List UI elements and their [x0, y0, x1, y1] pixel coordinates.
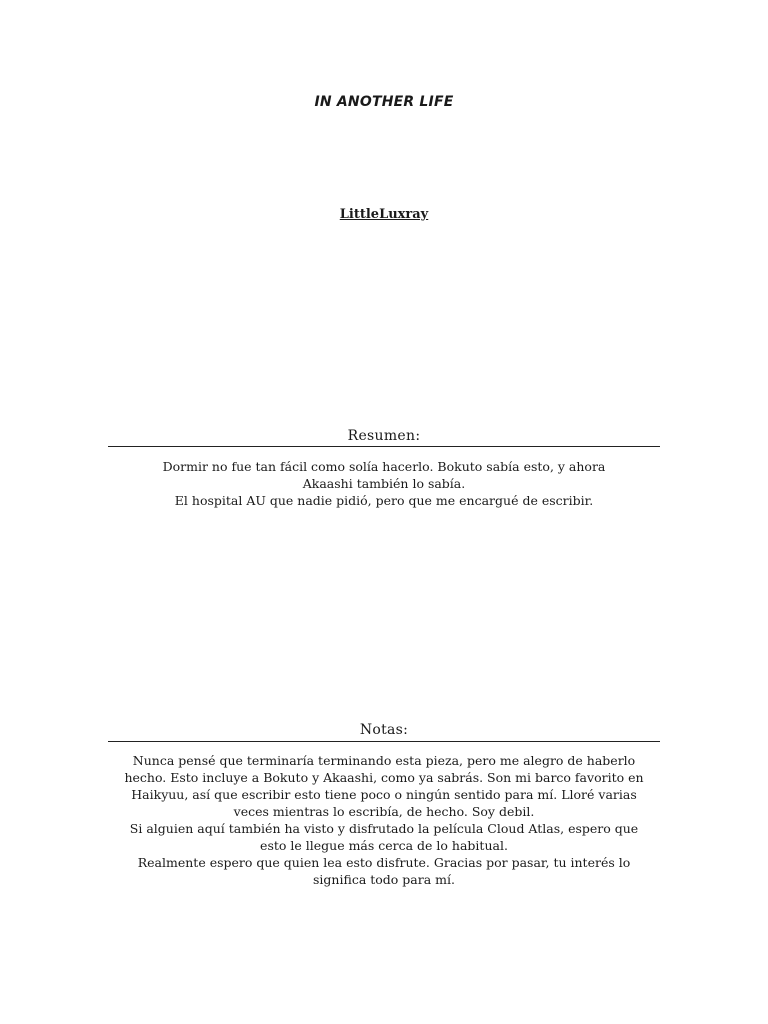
notes-body	[108, 752, 660, 888]
summary-body	[108, 458, 660, 509]
summary-heading: Resumen:	[347, 428, 421, 444]
notes-paragraph: Nunca pensé que terminaría terminando esta pieza, pero me alegro de haberlo hecho. Esto incluye a Bokuto y Akaashi, como ya sabrás. Son mi barco favorito en Haikyuu, así que escribir esto tiene poco o ningún sentido para mí. Lloré varias veces mientras lo escribía, de hecho. Soy debil.	[124, 753, 644, 819]
author-name: LittleLuxray	[339, 207, 429, 222]
summary-divider	[108, 446, 660, 447]
notes-paragraph: Realmente espero que quien lea esto disfrute. Gracias por pasar, tu interés lo significa todo para mí.	[137, 855, 631, 887]
notes-heading: Notas:	[359, 722, 409, 738]
notes-divider	[108, 741, 660, 742]
document-title: IN ANOTHER LIFE	[314, 94, 454, 110]
notes-paragraph: Si alguien aquí también ha visto y disfrutado la película Cloud Atlas, espero que esto le llegue más cerca de lo habitual.	[129, 821, 639, 853]
summary-paragraph: El hospital AU que nadie pidió, pero que me encargué de escribir.	[174, 493, 594, 508]
summary-paragraph: Dormir no fue tan fácil como solía hacerlo. Bokuto sabía esto, y ahora Akaashi también lo sabía.	[162, 459, 606, 491]
